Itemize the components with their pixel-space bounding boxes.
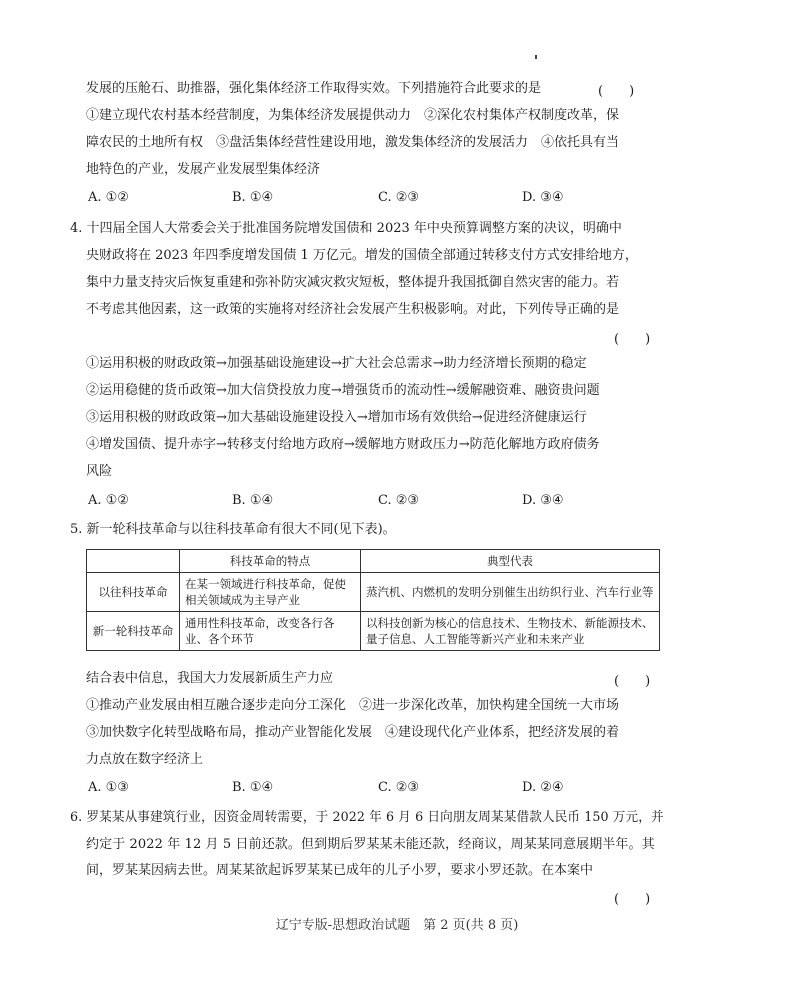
q3-option-d: D. ③④ (522, 190, 564, 205)
q4-answer-bracket: ( ) (614, 332, 651, 347)
table-header-row (87, 550, 660, 573)
q6-line-1: 6. 罗某某从事建筑行业，因资金周转需要，于 2022 年 6 月 6 日向朋友周某某借款人民币 150 万元，并 (70, 810, 664, 825)
q5-item-3: 力点放在数字经济上 (86, 752, 204, 767)
tech-revolution-table (86, 549, 660, 651)
q6-line-3: 间，罗某某因病去世。周某某欲起诉罗某某已成年的儿子小罗，要求小罗还款。在本案中 (86, 863, 594, 878)
cell-new-examples: 以科技创新为核心的信息技术、生物技术、新能源技术、量子信息、人工智能等新兴产业和未来产业 (361, 612, 660, 651)
q3-line-3: 障农民的土地所有权 ③盘活集体经营性建设用地，激发集体经济的发展活力 ④依托具有当 (86, 135, 620, 150)
q5-item-2: ③加快数字化转型战略布局，推动产业智能化发展 ④建设现代化产业体系，把经济发展的着 (86, 725, 620, 740)
q4-item-2: ②运用稳健的货币政策→加大信贷投放力度→增强货币的流动性→缓解融资难、融资贵问题 (86, 383, 600, 398)
ink-mark (535, 55, 537, 59)
q6-line-2: 约定于 2022 年 12 月 5 日前还款。但到期后罗某某未能还款，经商议，周某某同意展期半年。其 (86, 837, 655, 852)
q5-answer-bracket: ( ) (614, 674, 651, 689)
q4-option-c: C. ②③ (378, 493, 420, 508)
q5-option-a: A. ①③ (88, 780, 129, 795)
row-label-past: 以往科技革命 (87, 573, 180, 612)
q5-option-b: B. ①④ (232, 780, 274, 795)
q4-option-b: B. ①④ (232, 493, 274, 508)
table-row (87, 612, 660, 651)
q5-line-1: 结合表中信息，我国大力发展新质生产力应 (86, 671, 334, 686)
q4-line-1: 4. 十四届全国人大常委会关于批准国务院增发国债和 2023 年中央预算调整方案的决议，明确中 (70, 221, 622, 236)
q4-line-2: 央财政将在 2023 年四季度增发国债 1 万亿元。增发的国债全部通过转移支付方式安排给地方， (86, 248, 638, 263)
table-header-features: 科技革命的特点 (180, 550, 361, 573)
q5-item-1: ①推动产业发展由相互融合逐步走向分工深化 ②进一步深化改革，加快构建全国统一大市场 (86, 698, 620, 713)
q4-item-3: ③运用积极的财政政策→加大基础设施建设投入→增加市场有效供给→促进经济健康运行 (86, 410, 587, 425)
q5-option-d: D. ②④ (522, 780, 564, 795)
q3-line-1: 发展的压舱石、助推器，强化集体经济工作取得实效。下列措施符合此要求的是 (86, 81, 542, 96)
row-label-new: 新一轮科技革命 (87, 612, 180, 651)
q5-option-c: C. ②③ (378, 780, 420, 795)
q4-option-a: A. ①② (88, 493, 129, 508)
q3-line-4: 地特色的产业，发展产业发展型集体经济 (86, 162, 321, 177)
q4-item-1: ①运用积极的财政政策→加强基础设施建设→扩大社会总需求→助力经济增长预期的稳定 (86, 356, 587, 371)
q4-line-4: 不考虑其他因素，这一政策的实施将对经济社会发展产生积极影响。对此，下列传导正确的是 (86, 302, 620, 317)
q3-option-a: A. ①② (88, 190, 129, 205)
q3-answer-bracket: ( ) (598, 84, 635, 99)
table-header-corner (87, 550, 180, 573)
q3-option-c: C. ②③ (378, 190, 420, 205)
q4-item-4-cont: 风险 (86, 464, 113, 479)
q4-line-3: 集中力量支持灾后恢复重建和弥补防灾减灾救灾短板，整体提升我国抵御自然灾害的能力。若 (86, 275, 620, 290)
q4-option-d: D. ③④ (522, 493, 564, 508)
q3-option-b: B. ①④ (232, 190, 274, 205)
q6-answer-bracket: ( ) (614, 892, 651, 907)
table-row (87, 573, 660, 612)
cell-new-features: 通用性科技革命，改变各行各业、各个环节 (180, 612, 361, 651)
cell-past-features: 在某一领域进行科技革命，促使相关领域成为主导产业 (180, 573, 361, 612)
q3-line-2: ①建立现代农村基本经营制度，为集体经济发展提供动力 ②深化农村集体产权制度改革，保 (86, 108, 620, 123)
page-footer: 辽宁专版-思想政治试题 第 2 页(共 8 页) (275, 918, 519, 933)
q5-stem: 5. 新一轮科技革命与以往科技革命有很大不同(见下表)。 (70, 522, 396, 537)
q4-item-4: ④增发国债、提升赤字→转移支付给地方政府→缓解地方财政压力→防范化解地方政府债务 (86, 437, 600, 452)
cell-past-examples: 蒸汽机、内燃机的发明分别催生出纺织行业、汽车行业等 (361, 573, 660, 612)
table-header-examples: 典型代表 (361, 550, 660, 573)
